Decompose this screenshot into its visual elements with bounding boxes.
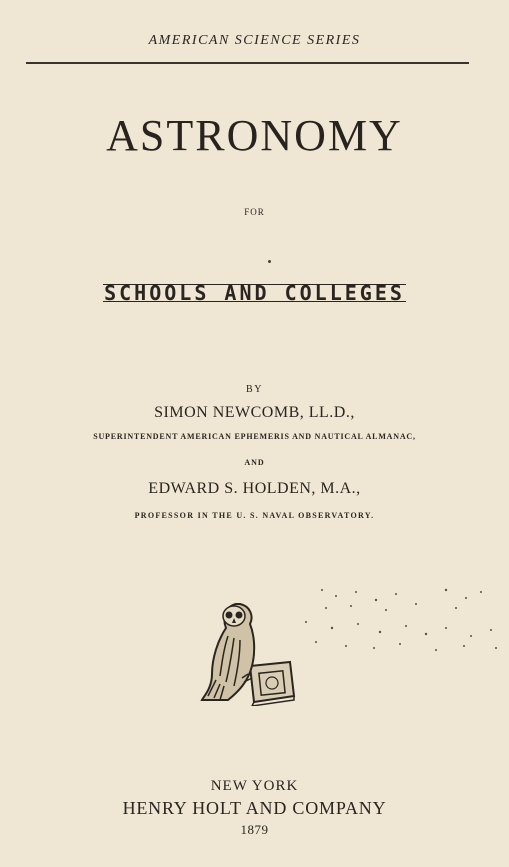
and-label: AND bbox=[244, 458, 265, 467]
decorative-specks bbox=[296, 582, 506, 656]
author-role-2: PROFESSOR IN THE U. S. NAVAL OBSERVATORY. bbox=[134, 511, 375, 520]
series-name: AMERICAN SCIENCE SERIES bbox=[148, 33, 361, 48]
imprint-publisher: HENRY HOLT AND COMPANY bbox=[122, 798, 387, 818]
for-label: FOR bbox=[244, 207, 265, 217]
imprint-year: 1879 bbox=[240, 822, 269, 837]
author-role-1: SUPERINTENDENT AMERICAN EPHEMERIS AND NAUTICAL ALMANAC, bbox=[93, 432, 416, 441]
book-title: ASTRONOMY bbox=[106, 111, 403, 160]
imprint-city: NEW YORK bbox=[210, 778, 299, 794]
author-name-1: SIMON NEWCOMB, LL.D., bbox=[154, 404, 355, 421]
book-subtitle bbox=[0, 281, 509, 305]
author-name-2: EDWARD S. HOLDEN, M.A., bbox=[148, 480, 361, 497]
subtitle-text: SCHOOLS AND COLLEGES bbox=[104, 281, 405, 305]
by-label: BY bbox=[246, 384, 263, 395]
decorative-dot bbox=[268, 260, 271, 263]
owl-on-book-icon bbox=[198, 596, 298, 706]
header-rule bbox=[26, 62, 469, 64]
